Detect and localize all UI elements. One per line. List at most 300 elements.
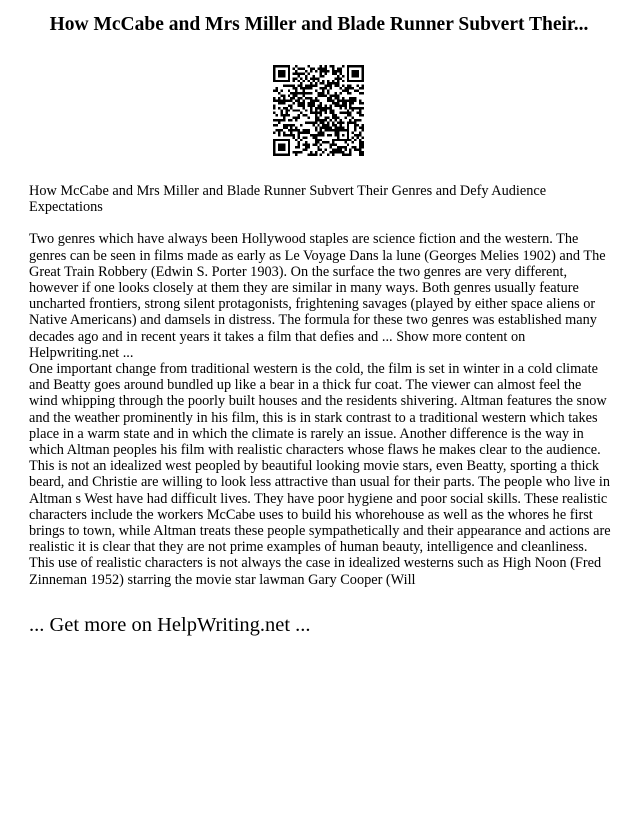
qr-module [325, 141, 327, 143]
qr-module [303, 104, 305, 106]
qr-module [325, 126, 327, 128]
qr-module [352, 102, 354, 104]
qr-module [305, 114, 307, 116]
qr-module [285, 154, 287, 156]
qr-module [325, 72, 327, 74]
qr-module [295, 151, 297, 153]
qr-module [310, 122, 312, 124]
qr-module [298, 134, 300, 136]
qr-module [349, 154, 351, 156]
qr-module [344, 87, 346, 89]
qr-module [342, 85, 344, 87]
qr-module [305, 129, 307, 131]
qr-module [347, 72, 349, 74]
qr-module [362, 70, 364, 72]
qr-module [320, 65, 322, 67]
qr-module [325, 95, 327, 97]
qr-module [337, 67, 339, 69]
qr-module [305, 109, 307, 111]
qr-module [285, 65, 287, 67]
qr-module [322, 107, 324, 109]
qr-module [273, 112, 275, 114]
qr-module [300, 139, 302, 141]
qr-module [283, 99, 285, 101]
qr-module [325, 149, 327, 151]
qr-module [300, 151, 302, 153]
qr-module [362, 85, 364, 87]
qr-module [325, 65, 327, 67]
qr-module [347, 90, 349, 92]
qr-module [283, 114, 285, 116]
qr-module [295, 126, 297, 128]
qr-module [349, 80, 351, 82]
qr-module [347, 70, 349, 72]
qr-module [354, 122, 356, 124]
qr-module [275, 124, 277, 126]
qr-module [303, 67, 305, 69]
qr-module [317, 117, 319, 119]
qr-module [315, 82, 317, 84]
qr-module [354, 107, 356, 109]
qr-module [347, 129, 349, 131]
qr-module [288, 99, 290, 101]
qr-module [273, 80, 275, 82]
article-body [29, 183, 613, 588]
qr-module [312, 112, 314, 114]
qr-module [310, 134, 312, 136]
qr-module [303, 87, 305, 89]
qr-module [315, 129, 317, 131]
qr-module [300, 131, 302, 133]
qr-module [303, 99, 305, 101]
qr-module [342, 126, 344, 128]
qr-module [295, 129, 297, 131]
qr-module [327, 90, 329, 92]
qr-module [278, 119, 280, 121]
qr-module [334, 119, 336, 121]
qr-module [320, 114, 322, 116]
qr-module [300, 92, 302, 94]
qr-module [352, 65, 354, 67]
qr-module [359, 151, 361, 153]
qr-module [310, 67, 312, 69]
qr-module [359, 149, 361, 151]
qr-module [322, 124, 324, 126]
qr-module [359, 119, 361, 121]
qr-module [359, 102, 361, 104]
qr-module [288, 95, 290, 97]
qr-module [330, 87, 332, 89]
qr-module [337, 95, 339, 97]
qr-module [362, 80, 364, 82]
qr-module [334, 102, 336, 104]
qr-module [330, 82, 332, 84]
qr-module [312, 122, 314, 124]
qr-module [344, 104, 346, 106]
qr-module [357, 70, 359, 72]
qr-module [288, 124, 290, 126]
qr-module [310, 107, 312, 109]
qr-module [349, 102, 351, 104]
qr-module [303, 107, 305, 109]
qr-module [303, 131, 305, 133]
qr-module [290, 131, 292, 133]
qr-module [347, 114, 349, 116]
qr-module [298, 72, 300, 74]
qr-module [280, 129, 282, 131]
qr-module [322, 75, 324, 77]
qr-module [337, 75, 339, 77]
qr-module [342, 112, 344, 114]
qr-module [307, 117, 309, 119]
qr-module [285, 109, 287, 111]
qr-module [317, 146, 319, 148]
qr-module [278, 92, 280, 94]
qr-module [288, 72, 290, 74]
qr-module [354, 90, 356, 92]
qr-module [349, 112, 351, 114]
qr-module [298, 117, 300, 119]
qr-module [303, 144, 305, 146]
qr-module [330, 146, 332, 148]
qr-module [347, 139, 349, 141]
qr-module [288, 104, 290, 106]
qr-module [325, 124, 327, 126]
qr-module [315, 126, 317, 128]
qr-module [320, 109, 322, 111]
qr-module [275, 129, 277, 131]
qr-module [347, 154, 349, 156]
qr-module [354, 119, 356, 121]
qr-module [280, 119, 282, 121]
qr-module [359, 141, 361, 143]
qr-module [285, 112, 287, 114]
qr-module [298, 151, 300, 153]
qr-module [288, 67, 290, 69]
qr-module [283, 95, 285, 97]
qr-module [339, 124, 341, 126]
qr-module [275, 154, 277, 156]
qr-module [339, 146, 341, 148]
qr-module [332, 114, 334, 116]
qr-module [339, 139, 341, 141]
qr-module [349, 99, 351, 101]
qr-module [317, 107, 319, 109]
qr-module [298, 99, 300, 101]
qr-module [347, 109, 349, 111]
qr-module [278, 99, 280, 101]
qr-module [283, 139, 285, 141]
qr-module [354, 146, 356, 148]
qr-module [334, 77, 336, 79]
qr-module [295, 109, 297, 111]
qr-module [337, 146, 339, 148]
qr-module [290, 85, 292, 87]
qr-module [315, 114, 317, 116]
qr-module [347, 92, 349, 94]
qr-module [285, 80, 287, 82]
qr-module [357, 124, 359, 126]
qr-module [288, 77, 290, 79]
qr-module [352, 107, 354, 109]
qr-module [312, 102, 314, 104]
qr-module [327, 85, 329, 87]
qr-module [310, 82, 312, 84]
qr-module [325, 87, 327, 89]
qr-module [354, 70, 356, 72]
qr-module [300, 87, 302, 89]
qr-module [317, 124, 319, 126]
page-title: How McCabe and Mrs Miller and Blade Runner Subvert Their... [49, 14, 589, 35]
qr-module [339, 87, 341, 89]
qr-module [310, 77, 312, 79]
qr-module [293, 72, 295, 74]
qr-module [347, 75, 349, 77]
qr-module [322, 122, 324, 124]
qr-module [347, 77, 349, 79]
qr-module [332, 122, 334, 124]
qr-module [310, 104, 312, 106]
qr-module [307, 92, 309, 94]
qr-module [347, 67, 349, 69]
qr-module [298, 104, 300, 106]
qr-module [298, 109, 300, 111]
qr-module [320, 131, 322, 133]
qr-module [290, 107, 292, 109]
qr-module [327, 80, 329, 82]
qr-module [312, 154, 314, 156]
qr-module [354, 97, 356, 99]
qr-module [347, 87, 349, 89]
qr-module [332, 151, 334, 153]
qr-module [332, 154, 334, 156]
qr-module [307, 154, 309, 156]
qr-module [285, 126, 287, 128]
qr-module [273, 72, 275, 74]
qr-module [273, 90, 275, 92]
qr-module [362, 126, 364, 128]
qr-module [280, 102, 282, 104]
qr-module [312, 104, 314, 106]
qr-module [322, 131, 324, 133]
qr-module [290, 126, 292, 128]
qr-module [357, 80, 359, 82]
qr-module [317, 99, 319, 101]
qr-module [362, 75, 364, 77]
qr-module [288, 119, 290, 121]
qr-module [283, 70, 285, 72]
qr-module [273, 99, 275, 101]
qr-module [303, 80, 305, 82]
qr-module [320, 75, 322, 77]
qr-module [283, 75, 285, 77]
qr-module [357, 65, 359, 67]
qr-module [327, 124, 329, 126]
qr-module [278, 75, 280, 77]
qr-module [285, 107, 287, 109]
qr-module [337, 131, 339, 133]
qr-module [354, 149, 356, 151]
qr-module [275, 90, 277, 92]
qr-module [310, 112, 312, 114]
qr-module [349, 104, 351, 106]
qr-module [283, 65, 285, 67]
qr-module [278, 154, 280, 156]
qr-module [327, 141, 329, 143]
qr-module [295, 119, 297, 121]
qr-module [342, 99, 344, 101]
qr-module [280, 72, 282, 74]
qr-module [347, 99, 349, 101]
qr-module [320, 95, 322, 97]
qr-module [288, 75, 290, 77]
get-more-link[interactable]: ... Get more on HelpWriting.net ... [29, 614, 311, 636]
qr-module [354, 80, 356, 82]
qr-module [352, 136, 354, 138]
qr-module [293, 95, 295, 97]
qr-module [285, 139, 287, 141]
qr-module [344, 107, 346, 109]
qr-module [307, 85, 309, 87]
qr-module [327, 82, 329, 84]
qr-module [342, 102, 344, 104]
qr-module [280, 114, 282, 116]
qr-module [337, 149, 339, 151]
qr-module [322, 126, 324, 128]
qr-module [298, 136, 300, 138]
qr-module [357, 134, 359, 136]
qr-module [280, 112, 282, 114]
qr-module [312, 77, 314, 79]
qr-module [293, 129, 295, 131]
qr-module [359, 99, 361, 101]
qr-module [330, 107, 332, 109]
qr-module [352, 99, 354, 101]
qr-module [334, 85, 336, 87]
qr-module [278, 72, 280, 74]
qr-module [280, 99, 282, 101]
qr-module [315, 117, 317, 119]
qr-module [322, 95, 324, 97]
qr-module [330, 112, 332, 114]
qr-module [295, 139, 297, 141]
qr-module [288, 109, 290, 111]
qr-module [359, 107, 361, 109]
qr-module [298, 92, 300, 94]
qr-module [288, 90, 290, 92]
qr-module [332, 117, 334, 119]
qr-module [344, 117, 346, 119]
qr-module [300, 72, 302, 74]
qr-module [288, 85, 290, 87]
qr-module [317, 104, 319, 106]
qr-module [352, 109, 354, 111]
qr-module [322, 92, 324, 94]
qr-module [327, 99, 329, 101]
qr-module [339, 92, 341, 94]
qr-module [347, 131, 349, 133]
qr-module [322, 134, 324, 136]
qr-module [283, 149, 285, 151]
qr-module [295, 65, 297, 67]
qr-module [362, 114, 364, 116]
qr-module [349, 65, 351, 67]
qr-module [320, 82, 322, 84]
qr-module [337, 136, 339, 138]
qr-module [339, 70, 341, 72]
qr-module [330, 134, 332, 136]
qr-module [285, 134, 287, 136]
qr-module [283, 154, 285, 156]
qr-module [305, 131, 307, 133]
qr-module [298, 146, 300, 148]
qr-module [347, 80, 349, 82]
qr-module [315, 144, 317, 146]
qr-module [344, 129, 346, 131]
qr-module [325, 85, 327, 87]
qr-module [354, 99, 356, 101]
qr-module [325, 107, 327, 109]
qr-module [305, 92, 307, 94]
qr-module [273, 70, 275, 72]
qr-module [344, 112, 346, 114]
qr-module [278, 80, 280, 82]
qr-module [305, 75, 307, 77]
qr-module [293, 92, 295, 94]
qr-module [330, 95, 332, 97]
qr-module [357, 119, 359, 121]
qr-module [295, 72, 297, 74]
qr-module [305, 85, 307, 87]
qr-module [332, 109, 334, 111]
qr-module [305, 97, 307, 99]
qr-module [307, 129, 309, 131]
qr-module [288, 70, 290, 72]
qr-module [273, 75, 275, 77]
qr-module [332, 65, 334, 67]
qr-module [280, 139, 282, 141]
qr-module [320, 119, 322, 121]
qr-module [339, 77, 341, 79]
qr-module [275, 119, 277, 121]
qr-module [315, 99, 317, 101]
qr-module [362, 77, 364, 79]
qr-module [339, 126, 341, 128]
qr-module [290, 104, 292, 106]
qr-module [283, 80, 285, 82]
qr-module [283, 117, 285, 119]
qr-module [320, 67, 322, 69]
qr-module [320, 129, 322, 131]
qr-module [327, 70, 329, 72]
qr-module [288, 139, 290, 141]
qr-module [344, 139, 346, 141]
qr-module [310, 85, 312, 87]
qr-module [362, 129, 364, 131]
qr-module [354, 129, 356, 131]
article-paragraph: One important change from traditional western is the cold, the film is set in winter in a cold climate and Beatty goes around bundled up like a bear in a thick fur coat. The viewer can almost feel the wind whipping through the poorly built houses and the residents shivering. Altman features the snow and the weather prominently in his film, this is in stark contrast to a traditional western which takes place in a warm state and in which the climate is rarely an issue. Another difference is the way in which Altman peoples his film with realistic characters whose flaws he makes clear to the audience. This is not an idealized west peopled by beautiful looking movie stars, even Beatty, sporting a thick beard, and Christie are willing to look less attractive than usual for their parts. The people who live in Altman s West have had difficult lives. They have poor hygiene and poor social skills. These realistic characters include the workers McCabe uses to build his whorehouse as well as the whores he first brings to town, while Altman treats these people sympathetically and their appearance and actions are realistic it is clear that they are not prime examples of human beauty, intelligence and cleanliness. This use of realistic characters is not always the case in idealized westerns such as High Noon (Fred Zinneman 1952) starring the movie star lawman Gary Cooper (Will [29, 361, 611, 588]
qr-module [362, 72, 364, 74]
qr-module [347, 124, 349, 126]
qr-module [307, 102, 309, 104]
qr-module [352, 70, 354, 72]
qr-module [354, 126, 356, 128]
qr-module [273, 151, 275, 153]
qr-module [317, 131, 319, 133]
qr-module [354, 139, 356, 141]
qr-module [325, 67, 327, 69]
qr-module [315, 136, 317, 138]
